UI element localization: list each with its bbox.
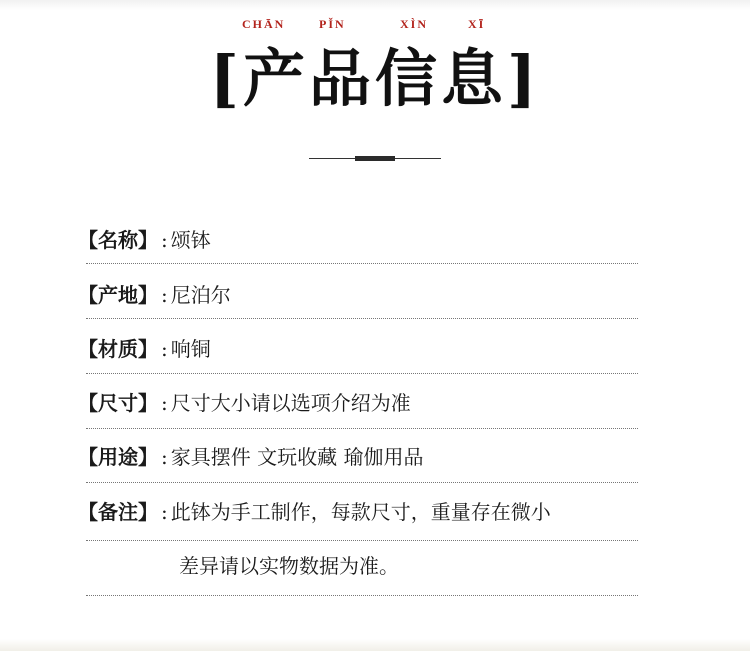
info-label: 【备注】 <box>78 500 158 524</box>
info-label: 【用途】 <box>78 445 158 469</box>
info-value: 家具摆件 文玩收藏 瑜伽用品 <box>170 445 424 469</box>
info-separator: : <box>161 283 168 307</box>
page-title: [产品信息] <box>209 42 541 115</box>
row-divider <box>86 482 638 483</box>
info-label: 【材质】 <box>78 337 158 361</box>
row-divider <box>86 373 638 374</box>
pinyin-syllable: XÌN <box>400 17 429 31</box>
info-row-material <box>78 335 638 363</box>
info-row-origin <box>78 281 638 309</box>
info-label: 【产地】 <box>78 283 158 307</box>
info-separator: : <box>161 228 168 252</box>
row-divider <box>86 318 638 319</box>
info-separator: : <box>161 337 168 361</box>
info-value: 尺寸大小请以选项介绍为准 <box>170 391 411 415</box>
info-value: 响铜 <box>170 337 211 361</box>
info-row-name <box>78 226 638 254</box>
row-divider <box>86 428 638 429</box>
info-row-usage <box>78 443 638 471</box>
info-value: 此钵为手工制作，每款尺寸，重量存在微小 <box>170 500 551 524</box>
info-value: 尼泊尔 <box>170 283 231 307</box>
pinyin-syllable: XĪ <box>468 17 486 31</box>
info-row-size <box>78 389 638 417</box>
row-divider <box>86 263 638 264</box>
pinyin-syllable: PǏN <box>319 17 346 31</box>
bottom-fade <box>0 639 750 651</box>
info-note-continuation: 差异请以实物数据为准。 <box>179 554 399 578</box>
pinyin-heading <box>0 17 750 35</box>
info-label: 【名称】 <box>78 228 158 252</box>
info-row-note <box>78 498 638 526</box>
row-divider <box>86 540 638 541</box>
top-fade <box>0 0 750 10</box>
pinyin-syllable: CHĀN <box>242 17 286 31</box>
info-value: 颂钵 <box>170 228 211 252</box>
info-separator: : <box>161 391 168 415</box>
title-divider-accent <box>355 156 395 161</box>
info-separator: : <box>161 500 168 524</box>
info-separator: : <box>161 445 168 469</box>
info-label: 【尺寸】 <box>78 391 158 415</box>
row-divider <box>86 595 638 596</box>
